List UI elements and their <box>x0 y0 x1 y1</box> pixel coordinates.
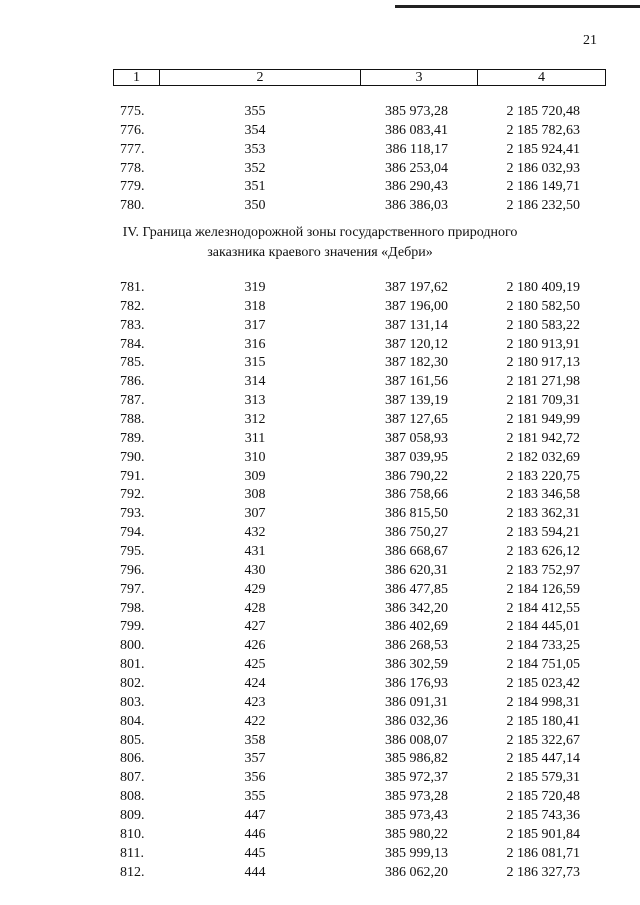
coord-y: 2 184 733,25 <box>506 638 580 654</box>
table-row <box>0 298 640 317</box>
row-number: 780. <box>120 198 145 214</box>
coord-x: 386 008,07 <box>385 732 448 748</box>
row-number: 776. <box>120 122 145 138</box>
table-row <box>0 845 640 864</box>
row-number: 787. <box>120 393 145 409</box>
table-row <box>0 197 640 216</box>
point-number: 311 <box>244 430 266 446</box>
point-number: 446 <box>244 826 266 842</box>
coord-y: 2 180 409,19 <box>506 280 580 295</box>
table-row <box>0 713 640 732</box>
row-number: 808. <box>120 789 145 805</box>
point-number: 427 <box>244 619 266 635</box>
coord-y: 2 186 032,93 <box>506 160 580 176</box>
point-number: 355 <box>244 104 266 119</box>
point-number: 357 <box>244 751 266 767</box>
coord-y: 2 180 913,91 <box>506 336 580 352</box>
table-row <box>0 637 640 656</box>
coord-x: 387 127,65 <box>385 412 448 428</box>
row-number: 800. <box>120 638 145 654</box>
point-number: 350 <box>244 198 266 214</box>
coord-x: 386 386,03 <box>385 198 448 214</box>
coord-y: 2 183 346,58 <box>506 487 580 503</box>
row-number: 794. <box>120 525 145 541</box>
table-row <box>0 279 640 298</box>
row-number: 802. <box>120 676 145 692</box>
row-number: 810. <box>120 826 145 842</box>
coord-x: 386 477,85 <box>385 581 448 597</box>
row-number: 807. <box>120 770 145 786</box>
row-number: 809. <box>120 808 145 824</box>
coord-x: 387 039,95 <box>385 449 448 465</box>
coord-x: 386 083,41 <box>385 122 448 138</box>
point-number: 352 <box>244 160 266 176</box>
coord-y: 2 183 362,31 <box>506 506 580 522</box>
table-row <box>0 581 640 600</box>
table-header <box>113 69 606 86</box>
row-number: 812. <box>120 864 145 880</box>
table-row <box>0 449 640 468</box>
point-number: 429 <box>244 581 266 597</box>
header-col-1: 1 <box>133 70 140 85</box>
point-number: 316 <box>244 336 266 352</box>
header-col-4: 4 <box>538 70 545 85</box>
coord-x: 387 120,12 <box>385 336 448 352</box>
table-row <box>0 486 640 505</box>
coord-y: 2 180 582,50 <box>506 298 580 314</box>
table-row <box>0 543 640 562</box>
coord-x: 387 161,56 <box>385 374 448 390</box>
coord-y: 2 186 081,71 <box>506 845 580 861</box>
coord-y: 2 184 412,55 <box>506 600 580 616</box>
coord-y: 2 185 447,14 <box>506 751 580 767</box>
point-number: 358 <box>244 732 266 748</box>
coord-x: 385 973,28 <box>385 789 448 805</box>
row-number: 782. <box>120 298 145 314</box>
coord-x: 386 758,66 <box>385 487 448 503</box>
coord-y: 2 183 626,12 <box>506 544 580 560</box>
coord-y: 2 186 232,50 <box>506 198 580 214</box>
row-number: 811. <box>120 845 144 861</box>
coord-x: 387 058,93 <box>385 430 448 446</box>
section-title-line-1: IV. Граница железнодорожной зоны государственного природного <box>122 225 518 240</box>
table-row <box>0 788 640 807</box>
row-number: 796. <box>120 562 145 578</box>
point-number: 354 <box>244 122 266 138</box>
point-number: 422 <box>244 713 266 729</box>
point-number: 431 <box>244 544 266 560</box>
coord-y: 2 184 751,05 <box>506 657 580 673</box>
coord-x: 386 062,20 <box>385 864 448 880</box>
point-number: 315 <box>244 355 266 371</box>
header-col-2: 2 <box>256 70 264 85</box>
coord-x: 385 972,37 <box>385 770 448 786</box>
table-row <box>0 141 640 160</box>
point-number: 445 <box>244 845 266 861</box>
table-row <box>0 336 640 355</box>
table-row <box>0 505 640 524</box>
point-number: 317 <box>244 317 266 333</box>
coord-x: 387 197,62 <box>385 280 448 295</box>
row-number: 778. <box>120 160 145 176</box>
table-row <box>0 122 640 141</box>
coord-y: 2 183 220,75 <box>506 468 580 484</box>
coord-y: 2 184 126,59 <box>506 581 580 597</box>
table-row <box>0 178 640 197</box>
row-number: 803. <box>120 694 145 710</box>
row-number: 798. <box>120 600 145 616</box>
coord-y: 2 181 949,99 <box>506 412 580 428</box>
row-number: 775. <box>120 104 145 119</box>
row-number: 781. <box>120 280 145 295</box>
coord-x: 386 268,53 <box>385 638 448 654</box>
section-title-line-2: заказника краевого значения «Дебри» <box>207 245 433 260</box>
point-number: 353 <box>244 141 266 157</box>
coord-x: 385 986,82 <box>385 751 448 767</box>
coord-y: 2 183 752,97 <box>506 562 580 578</box>
coord-y: 2 184 445,01 <box>506 619 580 635</box>
coord-x: 385 999,13 <box>385 845 448 861</box>
coord-y: 2 185 901,84 <box>506 826 580 842</box>
coord-x: 386 815,50 <box>385 506 448 522</box>
point-number: 307 <box>244 506 266 522</box>
table-row <box>0 317 640 336</box>
point-number: 424 <box>244 676 266 692</box>
row-number: 797. <box>120 581 145 597</box>
coord-x: 386 176,93 <box>385 676 448 692</box>
row-number: 806. <box>120 751 145 767</box>
table-row <box>0 864 640 883</box>
point-number: 314 <box>244 374 266 390</box>
table-row <box>0 411 640 430</box>
row-number: 785. <box>120 355 145 371</box>
point-number: 312 <box>244 412 266 428</box>
table-row <box>0 392 640 411</box>
table-row <box>0 656 640 675</box>
coord-y: 2 180 917,13 <box>506 355 580 371</box>
table-row <box>0 373 640 392</box>
page-number: 21 <box>583 33 597 48</box>
coord-y: 2 181 709,31 <box>506 393 580 409</box>
point-number: 309 <box>244 468 266 484</box>
point-number: 426 <box>244 638 266 654</box>
table-row <box>0 732 640 751</box>
coord-y: 2 185 579,31 <box>506 770 580 786</box>
section-title <box>100 223 540 263</box>
coord-x: 387 139,19 <box>385 393 448 409</box>
coord-y: 2 185 720,48 <box>506 789 580 805</box>
point-number: 308 <box>244 487 266 503</box>
coord-x: 386 091,31 <box>385 694 448 710</box>
coord-x: 386 118,17 <box>385 141 448 157</box>
coord-x: 386 668,67 <box>385 544 448 560</box>
table-row <box>0 430 640 449</box>
point-number: 428 <box>244 600 266 616</box>
row-number: 791. <box>120 468 145 484</box>
point-number: 319 <box>244 280 266 295</box>
table-row <box>0 618 640 637</box>
table-row <box>0 354 640 373</box>
coord-y: 2 180 583,22 <box>506 317 580 333</box>
coord-y: 2 183 594,21 <box>506 525 580 541</box>
coord-y: 2 184 998,31 <box>506 694 580 710</box>
row-number: 786. <box>120 374 145 390</box>
point-number: 425 <box>244 657 266 673</box>
coord-x: 386 302,59 <box>385 657 448 673</box>
table-row <box>0 600 640 619</box>
coord-x: 387 196,00 <box>385 298 448 314</box>
coord-y: 2 185 924,41 <box>506 141 580 157</box>
coord-y: 2 181 942,72 <box>506 430 580 446</box>
table-bottom <box>0 279 640 883</box>
coord-x: 387 131,14 <box>385 317 448 333</box>
point-number: 356 <box>244 770 266 786</box>
point-number: 444 <box>244 864 266 880</box>
coord-y: 2 185 023,42 <box>506 676 580 692</box>
coord-x: 386 032,36 <box>385 713 448 729</box>
top-rule <box>395 5 640 8</box>
coord-x: 386 402,69 <box>385 619 448 635</box>
row-number: 788. <box>120 412 145 428</box>
coord-y: 2 186 149,71 <box>506 179 580 195</box>
point-number: 313 <box>244 393 266 409</box>
point-number: 318 <box>244 298 266 314</box>
row-number: 790. <box>120 449 145 465</box>
coord-x: 385 980,22 <box>385 826 448 842</box>
row-number: 777. <box>120 141 145 157</box>
coord-x: 385 973,28 <box>385 104 448 119</box>
point-number: 355 <box>244 789 266 805</box>
table-top <box>0 103 640 216</box>
coord-x: 386 790,22 <box>385 468 448 484</box>
coord-y: 2 181 271,98 <box>506 374 580 390</box>
table-row <box>0 103 640 122</box>
coord-x: 386 750,27 <box>385 525 448 541</box>
row-number: 784. <box>120 336 145 352</box>
row-number: 805. <box>120 732 145 748</box>
row-number: 783. <box>120 317 145 333</box>
point-number: 447 <box>244 808 266 824</box>
point-number: 430 <box>244 562 266 578</box>
table-row <box>0 562 640 581</box>
point-number: 351 <box>244 179 266 195</box>
table-row <box>0 160 640 179</box>
table-row <box>0 524 640 543</box>
row-number: 801. <box>120 657 145 673</box>
coord-y: 2 185 782,63 <box>506 122 580 138</box>
point-number: 432 <box>244 525 266 541</box>
coord-x: 386 342,20 <box>385 600 448 616</box>
coord-y: 2 185 180,41 <box>506 713 580 729</box>
coord-x: 386 620,31 <box>385 562 448 578</box>
table-row <box>0 694 640 713</box>
table-row <box>0 468 640 487</box>
table-row <box>0 675 640 694</box>
point-number: 423 <box>244 694 266 710</box>
row-number: 789. <box>120 430 145 446</box>
coord-y: 2 185 743,36 <box>506 808 580 824</box>
table-row <box>0 807 640 826</box>
coord-x: 385 973,43 <box>385 808 448 824</box>
row-number: 804. <box>120 713 145 729</box>
coord-y: 2 182 032,69 <box>506 449 580 465</box>
point-number: 310 <box>244 449 266 465</box>
coord-x: 386 290,43 <box>385 179 448 195</box>
header-col-3: 3 <box>415 70 423 85</box>
row-number: 792. <box>120 487 145 503</box>
coord-y: 2 186 327,73 <box>506 864 580 880</box>
table-row <box>0 769 640 788</box>
coord-x: 386 253,04 <box>385 160 448 176</box>
row-number: 793. <box>120 506 145 522</box>
row-number: 795. <box>120 544 145 560</box>
row-number: 779. <box>120 179 145 195</box>
coord-y: 2 185 322,67 <box>506 732 580 748</box>
table-row <box>0 750 640 769</box>
coord-x: 387 182,30 <box>385 355 448 371</box>
coord-y: 2 185 720,48 <box>506 104 580 119</box>
row-number: 799. <box>120 619 145 635</box>
table-row <box>0 826 640 845</box>
